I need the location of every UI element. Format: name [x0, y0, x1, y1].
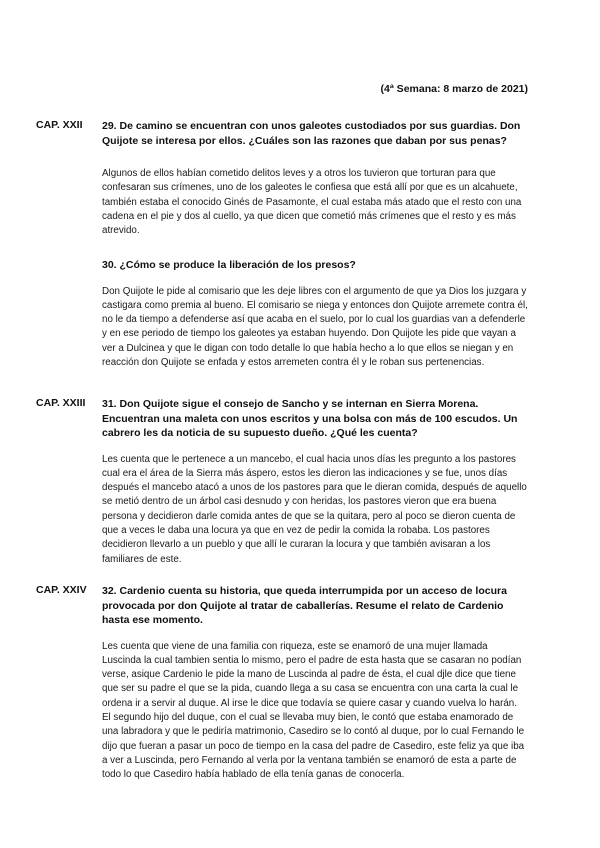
- answer-text: Algunos de ellos habían cometido delitos leves y a otros los tuvieron que torturan para que confesaran sus crímenes, uno de los galeotes le confiesa que está allí por que es un alcahuete, también estaba el conocido Ginés de Pasamonte, el cual estaba más atado que el resto con una cadena en el pie y dos al cuello, ya que dicen que cometió más crímenes que el resto y es más atrevido.: [102, 168, 522, 237]
- section-q31: [36, 397, 528, 567]
- question-text: 29. De camino se encuentran con unos galeotes custodiados por sus guardias. Don Quijote se interesa por ellos. ¿Cuáles son las razones que daban por sus penas?: [102, 120, 521, 147]
- answer-text: Les cuenta que viene de una familia con riqueza, este se enamoró de una mujer llamada Luscinda la cual tambien sentia lo mismo, pero el padre de esta hasta que se casaran no podían verse, asique Cardenio le pide la mano de Luscinda al padre de ésta, el cual djle dice que tiene que ser su padre el que se la pida, cuando llega a su casa se encuentra con una carta la cual le ordena ir a servir al duque. Al irse le dice que todavía se quiere casar y cuando vuelva lo harán. El segundo hijo del duque, con el cual se llevaba muy bien, le contó que estaba enamorado de una labradora y que le pediría matrimonio, Casediro se lo contó al duque, por lo cual Fernando le dijo que fueran a pasar un poco de tiempo en la casa del padre de Casediro, este feliz ya que iba a ver a Luscinda, pero Fernando al verla por la ventana también se enamoró de esta a parte de todo lo que Casediro había hablado de ella tenía ganas de conocerla.: [102, 640, 525, 781]
- question-block: [102, 119, 528, 238]
- question-block: [102, 397, 528, 567]
- question-text: 30. ¿Cómo se produce la liberación de los presos?: [102, 259, 356, 271]
- answer-text: Les cuenta que le pertenece a un mancebo, el cual hacia unos días les pregunto a los pastores cual era el área de la Sierra más áspero, estos les dieron las indicaciones y se fue, unos días después el mancebo atacó a unos de los pastores para que le dieran comida, después de aquello se metió dentro de un árbol casi desnudo y con heridas, los pastores vieron que era buena persona y decidieron darle comida antes de que se la quitara, pero al poco se dieron cuenta de que a veces le daba una locura ya que en vez de pedir la comida la robaba. Los pastores decidieron llevarlo a un pueblo y que allí le curaran la locura y que también avisaran a los familiares de este.: [102, 453, 527, 565]
- question-block: [102, 584, 528, 782]
- answer-text: Don Quijote le pide al comisario que les deje libres con el argumento de que ya Dios los juzgara y castigara como premia al bueno. El comisario se niega y entonces don Quijote arremete contra él, no le da tiempo a defenderse así que acaba en el suelo, por lo cual los guardias van a defenderle y en ese periodo de tiempo los galeotes ya estaban huyendo. Don Quijote les pide que vayan a ver a Dulcinea y que le digan con todo detalle lo que había hecho a lo que ellos se niegan y en reacción don Quijote se enfada y estos arremeten contra él y le roban sus pertenencias.: [102, 285, 528, 368]
- chapter-label: CAP. XXII: [36, 119, 83, 131]
- chapter-label: CAP. XXIII: [36, 397, 86, 409]
- question-block: [102, 258, 528, 370]
- date-label: (4ª Semana: 8 marzo de 2021): [380, 83, 528, 95]
- question-text: 31. Don Quijote sigue el consejo de Sancho y se internan en Sierra Morena. Encuentran una maleta con unos escritos y una bolsa con más de 100 escudos. Un cabrero les da noticia de su supuesto dueño. ¿Qué les cuenta?: [102, 398, 518, 439]
- question-text: 32. Cardenio cuenta su historia, que queda interrumpida por un acceso de locura provocada por don Quijote al tratar de caballerías. Resume el relato de Cardenio hasta ese momento.: [102, 585, 507, 626]
- chapter-label: CAP. XXIV: [36, 584, 87, 596]
- section-q30: [36, 258, 528, 370]
- section-q29: [36, 119, 528, 238]
- section-q32: [36, 584, 528, 782]
